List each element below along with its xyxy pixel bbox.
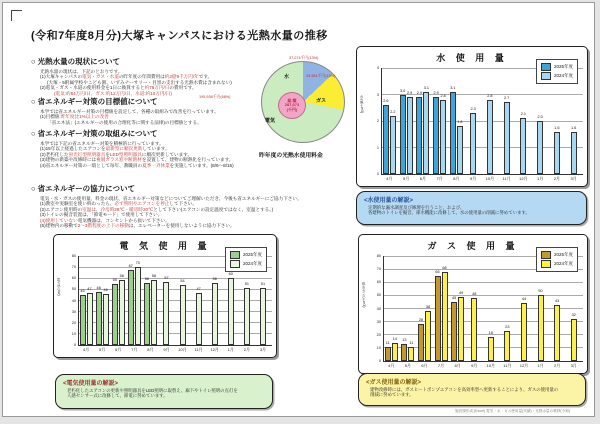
bar-value-label: 70 — [135, 261, 140, 266]
legend-entry — [541, 72, 573, 80]
bar — [457, 126, 463, 174]
pie-chart-block — [193, 53, 353, 168]
bar-value-label: 48 — [472, 292, 477, 296]
x-tick-label: 11月 — [194, 347, 203, 352]
bar — [244, 288, 250, 345]
y-tick-label: 70 — [376, 267, 381, 272]
text-segment: しています。 — [142, 146, 170, 151]
bar-value-label: 1.6 — [570, 125, 577, 130]
x-tick-label: 8月 — [147, 347, 154, 352]
pie-value-label: 43,981千円(15%) — [306, 74, 336, 78]
text-segment: 本学では下記の省エネルギー対策を積極的に行っています。 — [40, 140, 164, 146]
text-segment: (3)トイレの擬音装置は、「節電モード」で使用して下さい。 — [40, 212, 163, 217]
legend-label: 2024年度 — [553, 73, 573, 78]
x-tick-label: 6月 — [115, 347, 122, 352]
bar — [418, 324, 424, 361]
y-tick-label: 0 — [378, 359, 381, 363]
text-segment: 蛍光灯型照明器具 — [68, 151, 106, 157]
bar — [212, 283, 218, 345]
text-segment: です。 — [198, 74, 213, 79]
bar-value-label: 11 — [409, 340, 414, 345]
x-tick-label: 12月 — [519, 363, 529, 368]
text-segment: (3)建物の新築や改修時には — [40, 157, 97, 162]
bar — [144, 283, 150, 345]
bar — [80, 295, 86, 345]
text-segment: 約2億9千万円/年 — [164, 74, 199, 79]
bar — [433, 97, 439, 174]
electricity-usage-chart — [53, 234, 277, 358]
chart-title: 電 気 使 用 量 — [119, 241, 211, 251]
bar-value-label: 3.1 — [423, 85, 430, 90]
text-segment: の昨年度の年間費用は — [118, 74, 165, 79]
bar-value-label: 32 — [571, 313, 576, 317]
y-tick-label: 2 — [376, 119, 379, 123]
footer-note: 施設課作成:(Excel) 電気・水・ガス使用量(実績)・光熱水量の推移(令和) — [455, 409, 570, 413]
bar-value-label: 2.6 — [383, 99, 389, 104]
bar — [128, 270, 134, 345]
legend-swatch — [541, 63, 551, 71]
y-tick-label: 70 — [71, 265, 76, 270]
legend-entry — [541, 63, 573, 71]
bar — [392, 343, 398, 361]
gas-note-line: 建物改修時には、ガスヒートポンプエアコンを高効率型へ更新することにより、ガスの使用量の — [370, 387, 559, 392]
text-segment: LED型照明器具 — [109, 151, 142, 157]
text-segment: (1)目標値: — [40, 114, 61, 119]
x-tick-label: 2月 — [553, 176, 560, 181]
x-tick-label: 10月 — [485, 176, 495, 181]
water-note-box — [356, 191, 587, 225]
water-note-line: 定期的な漏水調査及び修理を行うこと、および、 — [368, 205, 465, 210]
bar — [400, 95, 406, 175]
bar — [151, 280, 157, 345]
bar-value-label: 1.8 — [457, 120, 463, 125]
water-usage-chart — [356, 46, 588, 187]
text-segment: を設置して、建物の断熱化を行っています。 — [141, 157, 234, 162]
text-segment: 電気機器は、コンセントから抜いて下さい。 — [77, 217, 170, 223]
bar-value-label: 48 — [96, 285, 101, 290]
x-tick-label: 10月 — [178, 347, 187, 352]
legend-entry — [541, 251, 573, 259]
text-segment: 光熱水量の現状は、下記のとおりです。 — [40, 68, 123, 74]
legend-label: 2025年度 — [242, 252, 262, 257]
gas-note-line: 削減に努めています。 — [370, 392, 414, 398]
x-tick-label: 6月 — [419, 176, 426, 181]
bar-value-label: 47 — [87, 286, 92, 291]
bar — [385, 347, 391, 361]
bar-value-label: 46 — [103, 287, 108, 292]
x-tick-label: 11月 — [502, 176, 511, 181]
bar — [401, 344, 407, 361]
pie-value-label: 195,938千円(68%) — [199, 95, 231, 99]
bar-value-label: 58 — [151, 274, 156, 279]
bar — [180, 285, 186, 345]
text-segment: (大塚・5附属学校やこども園、いずみナーサリー・目黒の支出する光熱水費は含まれない) — [47, 79, 232, 85]
page-frame-corner — [11, 10, 22, 21]
gas-note-title: <ガス使用量の解説> — [366, 380, 422, 386]
electricity-note-box — [55, 374, 273, 409]
pie-caption: 昨年度の光熱水使用料金 — [259, 153, 323, 159]
text-segment: は、エレベーターを使用しないように協力下さい。 — [128, 223, 235, 228]
bar — [103, 294, 109, 345]
pie-center-text: 287,073 — [284, 102, 300, 108]
y-tick-label: 30 — [376, 319, 381, 324]
bar — [521, 303, 527, 361]
x-tick-label: 7月 — [131, 347, 138, 352]
text-segment: 電気・ガス・水道 — [82, 74, 119, 79]
bar — [260, 288, 266, 345]
x-tick-label: 3月 — [570, 363, 577, 368]
text-segment: (5)建物内の移動で — [40, 223, 78, 228]
x-tick-label: 11月 — [503, 363, 512, 368]
water-note-line: 各建物のトイレを擬音、節水機能に改修して、水の使用量の削減に努めています。 — [368, 210, 530, 216]
bar-value-label: 54 — [180, 278, 185, 283]
bar-value-label: 11 — [385, 340, 390, 345]
bar-value-label: 3.1 — [450, 85, 456, 90]
section-heading: ○ 省エネルギー対策の取組みについて — [31, 129, 158, 138]
bar — [423, 92, 429, 174]
pie-center-text: (千円) — [286, 106, 298, 112]
text-segment: (1)教室や実験室を使い終わったら、 — [40, 201, 115, 206]
x-tick-label: 5月 — [99, 347, 106, 352]
y-tick-label: 50 — [71, 287, 76, 292]
bar — [408, 347, 414, 361]
pie-slice-name: 水 — [284, 74, 290, 80]
bar-value-label: 3.0 — [399, 88, 406, 93]
x-tick-label: 2月 — [554, 363, 561, 368]
bar-value-label: 60 — [228, 272, 233, 277]
x-tick-label: 9月 — [471, 363, 478, 368]
bar — [87, 293, 93, 345]
bar-value-label: 55 — [112, 277, 117, 282]
y-tick-label: 40 — [376, 306, 381, 311]
bar — [390, 116, 396, 174]
bar-value-label: 2.8 — [487, 93, 493, 98]
bar-value-label: 2.7 — [503, 96, 510, 101]
chart-legend — [536, 59, 578, 84]
x-tick-label: 4月 — [388, 363, 395, 368]
x-tick-label: 3月 — [570, 176, 577, 181]
y-tick-label: 1 — [376, 145, 379, 150]
electricity-note-title: <電気使用量の解説> — [63, 381, 119, 387]
y-tick-label: 10 — [71, 331, 76, 336]
bar-value-label: 44 — [521, 297, 527, 302]
bar-value-label: 2.3 — [470, 107, 476, 112]
bar-value-label: 45 — [80, 288, 85, 293]
chart-legend — [536, 247, 578, 272]
text-segment: 約76万円/日 — [144, 85, 170, 90]
legend-swatch — [541, 251, 551, 259]
legend-entry — [541, 260, 573, 268]
bar-value-label: 2.9 — [406, 91, 413, 96]
bar-value-label: 2.2 — [390, 109, 396, 114]
y-tick-label: 80 — [376, 254, 381, 258]
legend-entry — [230, 251, 262, 259]
section-heading: ○ 省エネルギーの協力について — [31, 184, 135, 193]
x-tick-label: 4月 — [386, 176, 393, 181]
y-tick-label: 80 — [71, 254, 76, 258]
legend-entry — [230, 260, 262, 268]
text-segment: して下さい。 — [169, 201, 197, 206]
text-segment: 複層ガラス窓や断熱材 — [96, 157, 142, 162]
bar-value-label: 56 — [212, 276, 217, 281]
section — [31, 183, 351, 229]
text-segment: (2)電気・ガス・水道の使用料金を1日に換算すると — [40, 85, 145, 90]
bar — [504, 331, 510, 361]
bar-value-label: 50 — [538, 289, 543, 294]
bar-value-label: 43 — [555, 298, 560, 303]
bar-value-label: 51 — [260, 282, 266, 287]
bar — [458, 297, 464, 361]
text-segment: 2〜3階程度の上下の移動 — [77, 223, 129, 228]
y-tick-label: 40 — [71, 298, 76, 303]
pie-slice-name: ガス — [316, 98, 327, 104]
bar-value-label: 67 — [128, 264, 133, 269]
bar — [451, 302, 457, 361]
text-segment: 昨年度比1%以上の改善 — [60, 114, 109, 119]
text-segment: (2)エアコン使用時の — [40, 206, 83, 212]
y-tick-label: 50 — [376, 293, 381, 298]
text-segment: (電気:約54万円/日、ガス:約12万円/日、水道:約10万円/日) — [54, 90, 172, 96]
legend-label: 2024年度 — [242, 261, 262, 266]
bar-value-label: 47 — [196, 286, 201, 291]
text-segment: 最新型に順次更新 — [105, 146, 143, 151]
y-tick-label: 60 — [71, 276, 76, 281]
x-tick-label: 7月 — [436, 176, 443, 181]
x-tick-label: 1月 — [537, 176, 544, 181]
bar — [504, 102, 510, 174]
x-tick-label: 5月 — [403, 176, 410, 181]
x-tick-label: 6月 — [421, 363, 428, 368]
legend-swatch — [230, 251, 240, 259]
x-tick-label: 4月 — [82, 347, 90, 352]
legend-swatch — [541, 260, 551, 268]
pie-slice-name: 電気 — [265, 118, 276, 124]
x-tick-label: 12月 — [519, 176, 528, 181]
gas-usage-chart — [358, 234, 588, 374]
bar — [112, 284, 118, 345]
y-tick-label: 0 — [376, 172, 379, 176]
bar — [571, 132, 577, 174]
chart-title: ガ ス 使 用 量 — [427, 241, 519, 251]
text-segment: に順次更新しています。 — [141, 151, 193, 157]
bar — [119, 280, 125, 345]
bar-value-label: 1.6 — [554, 125, 560, 130]
bar — [163, 282, 169, 345]
bar-value-label: 2.0 — [537, 115, 543, 119]
bar — [442, 272, 448, 361]
x-tick-label: 2月 — [243, 347, 250, 352]
x-tick-label: 1月 — [227, 347, 234, 352]
gridline — [384, 282, 583, 283]
bar — [470, 113, 476, 174]
bar-value-label: 58 — [119, 274, 124, 279]
bar — [407, 97, 413, 174]
text-segment: の費用です。 — [169, 85, 197, 90]
pie-total-label — [278, 92, 306, 119]
x-tick-label: 12月 — [210, 347, 219, 352]
bar — [520, 118, 526, 174]
section-heading: ○ 光熱水量の現状について — [31, 57, 120, 66]
electricity-note-line: 老朽化したエアコンの更新や照明器具をLED照明に取替え、廊下やトイレ照明の点灯を — [67, 388, 238, 393]
legend-label: 2024年度 — [553, 261, 573, 266]
text-segment: を — [105, 151, 110, 157]
bar-value-label: 28 — [418, 318, 424, 323]
pie-value-label: 37,074千円(13%) — [289, 56, 319, 60]
bar — [228, 278, 234, 345]
chart-title: 水 使 用 量 — [436, 53, 508, 63]
pie-center-text: 総 額 — [287, 97, 297, 103]
text-segment: (2)老朽化した — [40, 151, 69, 157]
bar-value-label: 23 — [505, 324, 510, 329]
y-tick-label: 0 — [73, 343, 76, 347]
text-segment: 夏季一斉休業 — [142, 162, 170, 168]
y-tick-label: 3 — [376, 92, 379, 97]
x-tick-label: 3月 — [259, 347, 267, 352]
bar — [554, 132, 560, 174]
bar — [488, 337, 494, 361]
bar — [440, 100, 446, 174]
section-heading: ○ 省エネルギー対策の目標値について — [31, 97, 158, 106]
y-tick-label: 60 — [376, 280, 381, 285]
bar — [425, 311, 431, 361]
y-tick-label: 10 — [376, 345, 381, 350]
text-segment: 「省エネ法」(エネルギーの使用の合理化等に関する法律)の目標値とする。 — [47, 119, 202, 125]
x-tick-label: 9月 — [470, 176, 477, 181]
gridline — [384, 295, 583, 296]
y-axis-label: 都市ガス(千m3) — [362, 282, 366, 308]
legend-label: 2025年度 — [553, 64, 573, 69]
bar-value-label: 57 — [164, 275, 169, 280]
gas-note-box — [358, 373, 586, 406]
bar-value-label: 2.1 — [520, 112, 527, 117]
bar — [537, 121, 543, 174]
bar-value-label: 68 — [442, 265, 447, 270]
bar — [196, 293, 202, 345]
text-segment: (1)大塚キャンパスの — [40, 74, 83, 79]
report-page — [2, 2, 595, 417]
bar-value-label: 2.9 — [433, 91, 439, 96]
text-segment: を実施しています。(8/9〜8/15) — [169, 162, 234, 168]
bar — [416, 97, 422, 174]
x-tick-label: 9月 — [163, 347, 170, 352]
bar-value-label: 65 — [435, 269, 440, 274]
bar-value-label: 45 — [452, 295, 457, 300]
electricity-note-line: 人感センサー式に改修して、節電に努めています。 — [67, 393, 168, 399]
x-tick-label: 8月 — [454, 363, 461, 368]
y-tick-label: 20 — [376, 332, 381, 337]
x-tick-label: 5月 — [404, 363, 411, 368]
y-tick-label: 30 — [71, 309, 76, 314]
water-note-title: <水使用量の解説> — [364, 198, 414, 204]
bar — [96, 292, 102, 345]
y-tick-label: 20 — [71, 320, 76, 325]
bar-value-label: 56 — [144, 276, 149, 281]
text-segment: (4)省エネルギー対策の一環として毎年、教職員の — [40, 162, 143, 168]
bar-value-label: 2.9 — [416, 91, 423, 96]
bar-value-label: 49 — [459, 290, 464, 295]
text-segment: 室温は、冷房時28℃・暖房時20℃ — [82, 206, 154, 212]
text-segment: として下さい(エアコンの設定温度ではなく、室温とする。) — [153, 206, 274, 212]
text-segment: 本学では省エネルギー対策の目標値を設定して、各種の取組みで改善を行っています。 — [40, 108, 219, 114]
page-title: (令和7年度8月分)大塚キャンパスにおける光熱水量の推移 — [31, 30, 328, 42]
legend-swatch — [230, 260, 240, 268]
y-axis-label: 電力(万kw) — [57, 278, 61, 296]
bar — [450, 92, 456, 174]
bar-value-label: 18 — [488, 331, 493, 336]
legend-swatch — [541, 72, 551, 80]
bar-value-label: 51 — [244, 282, 249, 287]
x-tick-label: 10月 — [486, 363, 495, 368]
y-tick-label: 4 — [376, 66, 379, 70]
section-line — [31, 223, 351, 229]
legend-label: 2025年度 — [553, 252, 573, 257]
text-segment: 必ず照明やエアコンを停止 — [114, 201, 170, 206]
y-axis-label: 水量(千m3) — [360, 94, 364, 113]
bar-value-label: 14 — [392, 336, 397, 341]
x-tick-label: 8月 — [453, 176, 460, 181]
bar — [471, 298, 477, 361]
text-segment: (1)15年以上経過したエアコンを — [40, 146, 106, 151]
bar — [435, 276, 441, 361]
x-tick-label: 1月 — [537, 363, 544, 368]
text-segment: 電気・水・ガスの使用量、料金の現状、省エネルギー対策などについてご理解いただき、今後も省エネルギーにご協力下さい。 — [40, 195, 302, 201]
bar — [487, 100, 493, 174]
bar — [571, 319, 577, 361]
x-tick-label: 7月 — [437, 363, 445, 368]
bar — [554, 305, 560, 361]
bar-value-label: 2.8 — [440, 93, 446, 98]
chart-legend — [225, 247, 267, 272]
bar-value-label: 13 — [402, 337, 407, 342]
text-segment: (4)使用していない — [40, 217, 78, 223]
bar — [538, 295, 544, 361]
bar — [383, 105, 389, 174]
bar-value-label: 38 — [425, 305, 431, 310]
